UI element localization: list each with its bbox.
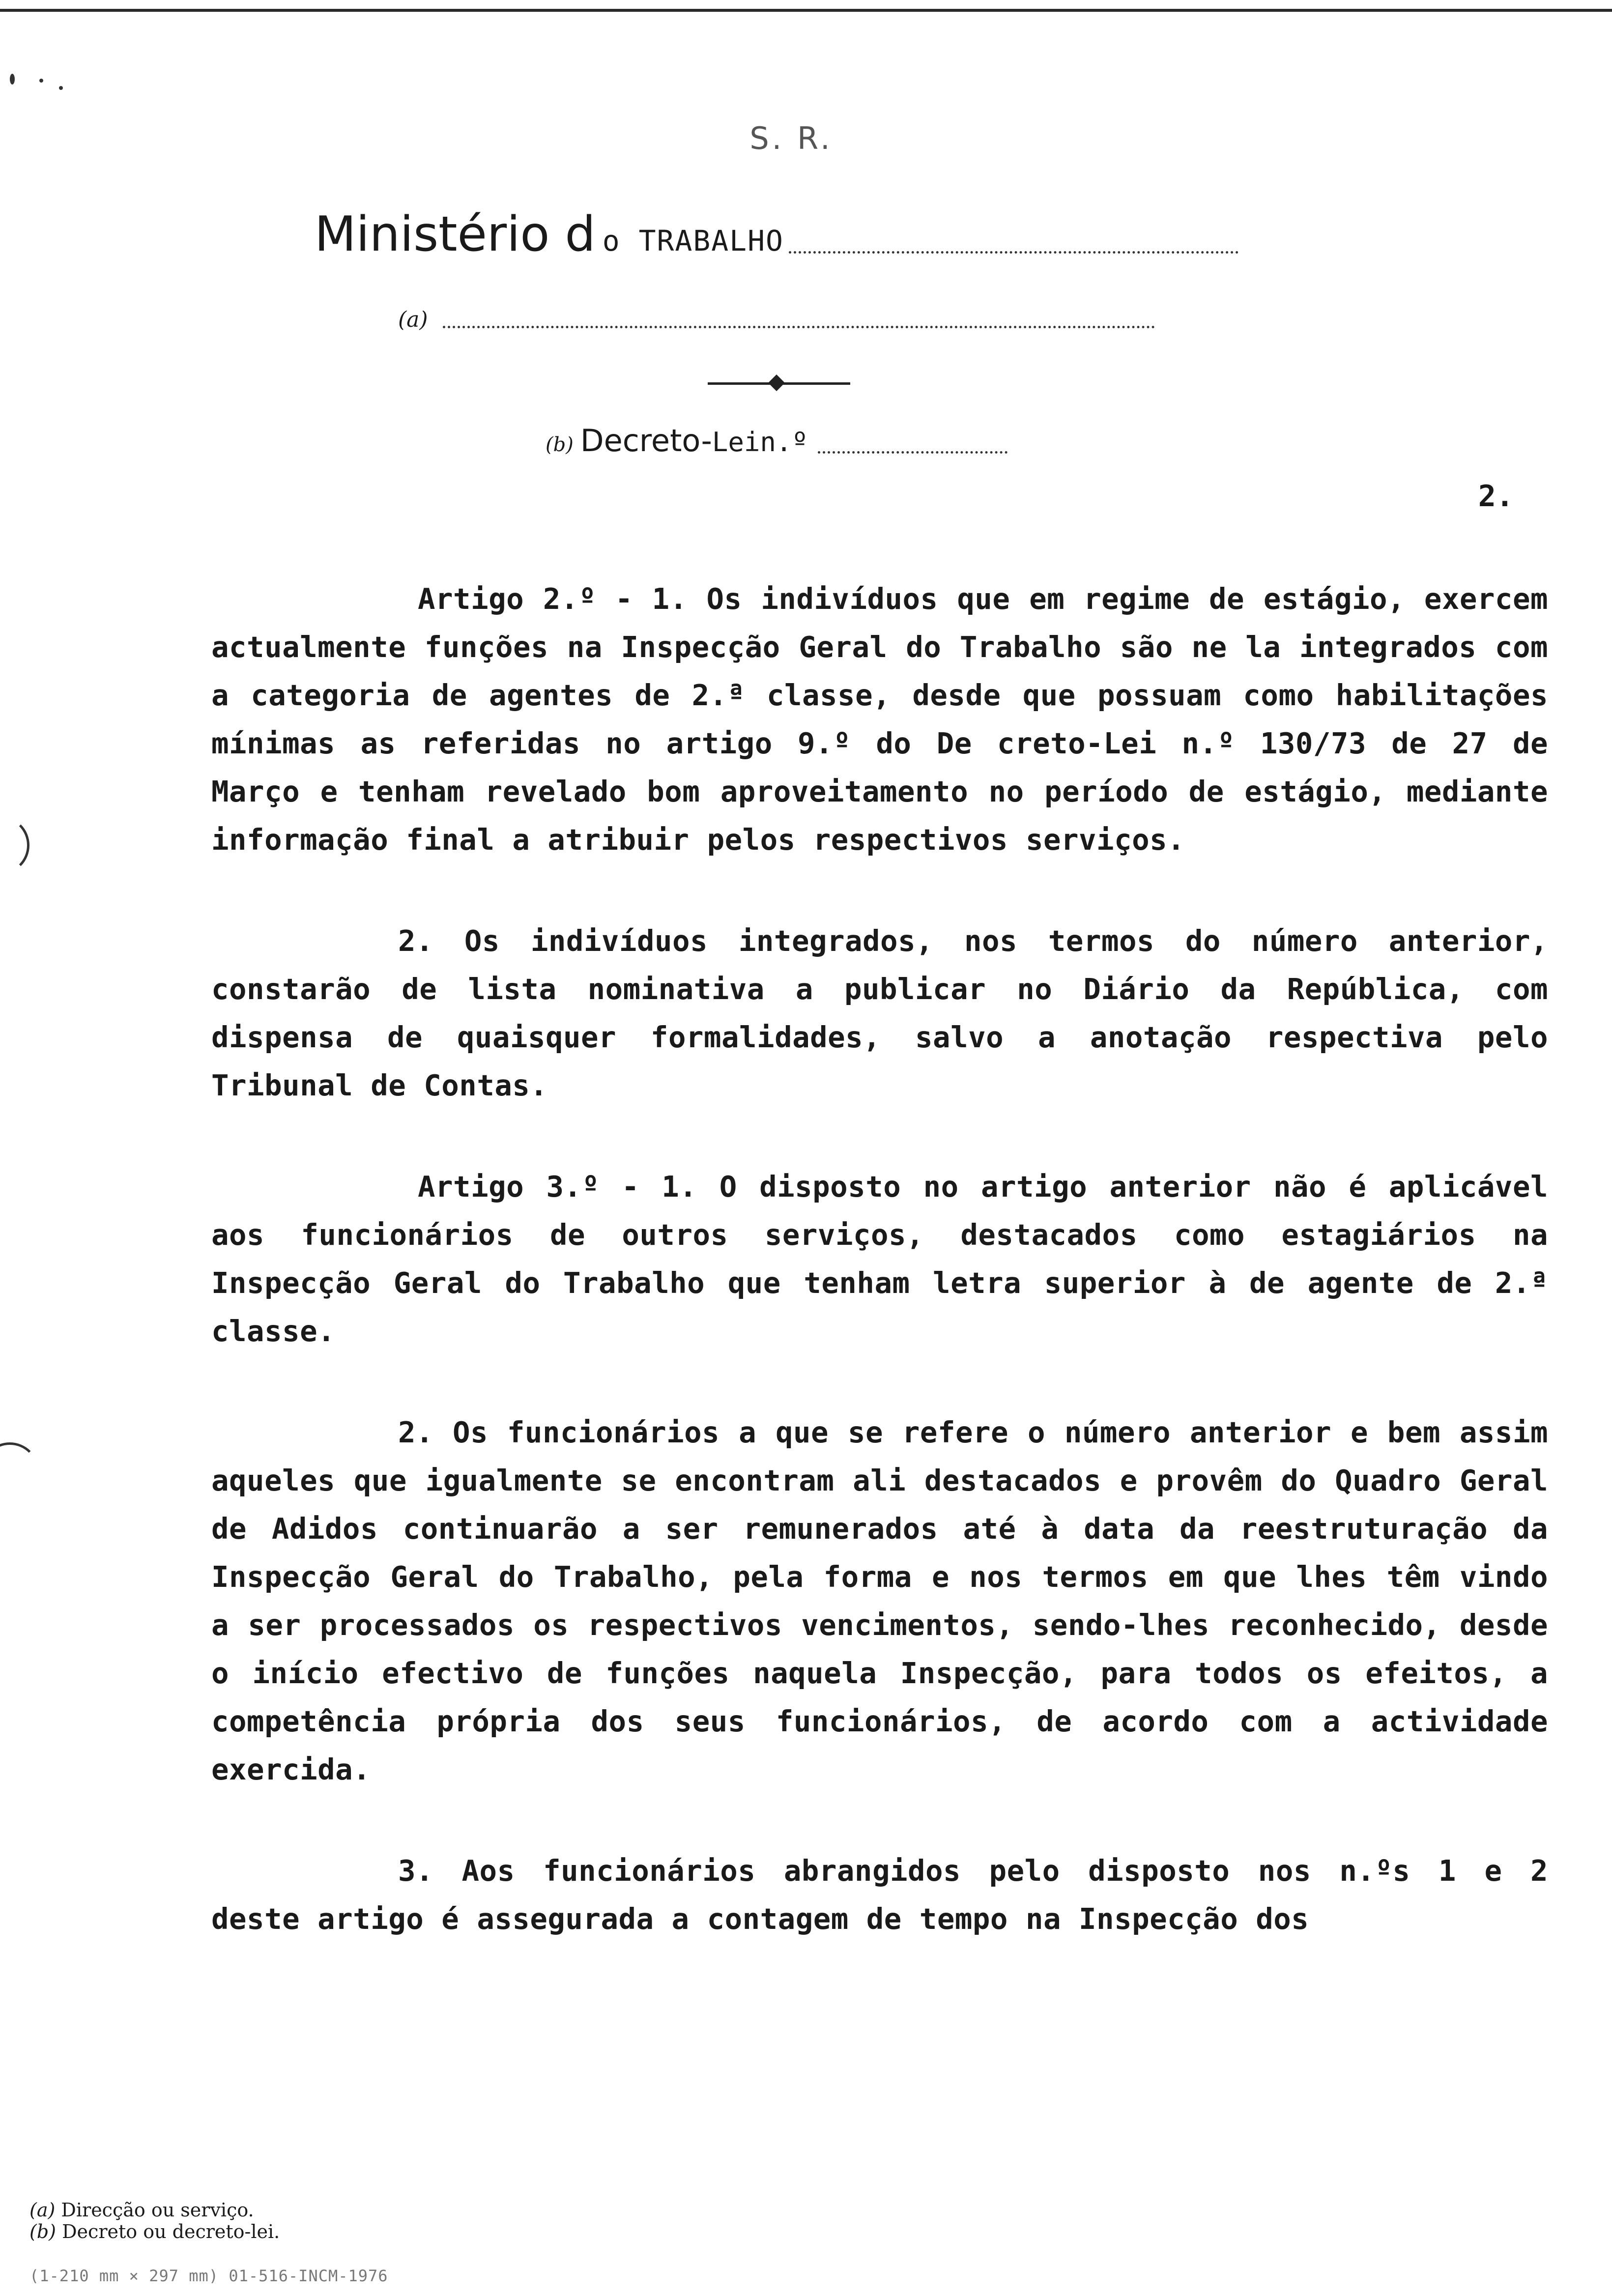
divider-diamond-icon xyxy=(768,374,785,391)
print-code: (1-210 mm × 297 mm) 01-516-INCM-1976 xyxy=(29,2267,388,2285)
decree-label: Decreto- xyxy=(580,423,712,459)
article-2-paragraph-2: 2. Os indivíduos integrados, nos termos do número anterior, constarão de lista nominativa a publicar no Diário da República, com dispensa de quaisquer formalidades, salvo a anotação respectiva pelo Tribunal de Contas. xyxy=(211,924,1548,1102)
decree-line xyxy=(546,423,1008,459)
ministry-line xyxy=(315,206,1238,262)
margin-arc-mark xyxy=(0,816,29,875)
footnotes xyxy=(29,2199,280,2242)
margin-arc-mark xyxy=(0,1442,39,1501)
article-3-paragraph-3: 3. Aos funcionários abrangidos pelo disposto nos n.ºs 1 e 2 deste artigo é assegurada a contagem de tempo na Inspecção dos xyxy=(211,1854,1548,1936)
margin-speck xyxy=(10,74,15,85)
direction-dotted-line xyxy=(443,326,1155,328)
footnote-b-key: (b) xyxy=(29,2221,56,2242)
direction-line xyxy=(398,307,1155,332)
page-number: 2. xyxy=(1478,479,1514,514)
decree-suffix: Lein.º xyxy=(712,427,808,458)
ministry-label: Ministério d xyxy=(315,206,596,262)
footnote-a-key: (a) xyxy=(29,2199,56,2221)
article-3-paragraph-1: Artigo 3.º - 1. O disposto no artigo anterior não é aplicável aos funcionários de outros serviços, destacados como estagiários na Inspecção Geral do Trabalho que tenham letra superior à de agente de 2.ª classe. xyxy=(211,1170,1548,1348)
ministry-value: o TRABALHO xyxy=(602,224,784,258)
top-rule xyxy=(0,9,1612,12)
article-2-paragraph-1: Artigo 2.º - 1. Os indivíduos que em regime de estágio, exercem actualmente funções na Inspecção Geral do Trabalho são ne la integrados com a categoria de agentes de 2.ª classe, desde que possuam como habilitações mínimas as referidas no artigo 9.º do De creto-Lei n.º 130/73 de 27 de Março e tenham revelado bom aproveitamento no período de estágio, mediante informação final a atribuir pelos respectivos serviços. xyxy=(211,582,1548,857)
margin-speck xyxy=(59,86,63,90)
document-body xyxy=(211,575,1548,1943)
decree-dotted-line xyxy=(818,451,1008,454)
article-3-paragraph-2: 2. Os funcionários a que se refere o número anterior e bem assim aqueles que igualmente se encontram ali destacados e provêm do Quadro Geral de Adidos continuarão a ser remunerados até à data da reestruturação da Inspecção Geral do Trabalho, pela forma e nos termos em que lhes têm vindo a ser processados os respectivos vencimentos, sendo-lhes reconhecido, desde o início efectivo de funções naquela Inspecção, para todos os efeitos, a competência própria dos seus funcionários, de acordo com a actividade exercida. xyxy=(211,1415,1548,1786)
footnote-a-text: Direcção ou serviço. xyxy=(61,2199,254,2221)
footnote-b-text: Decreto ou decreto-lei. xyxy=(62,2221,280,2242)
footnote-a xyxy=(29,2199,280,2221)
margin-speck xyxy=(39,79,43,83)
stamp-mark: S. R. xyxy=(749,120,833,156)
ministry-dotted-line xyxy=(789,251,1238,254)
decree-ref-label: (b) xyxy=(546,433,574,456)
direction-ref-label: (a) xyxy=(398,307,428,332)
footnote-b xyxy=(29,2221,280,2242)
